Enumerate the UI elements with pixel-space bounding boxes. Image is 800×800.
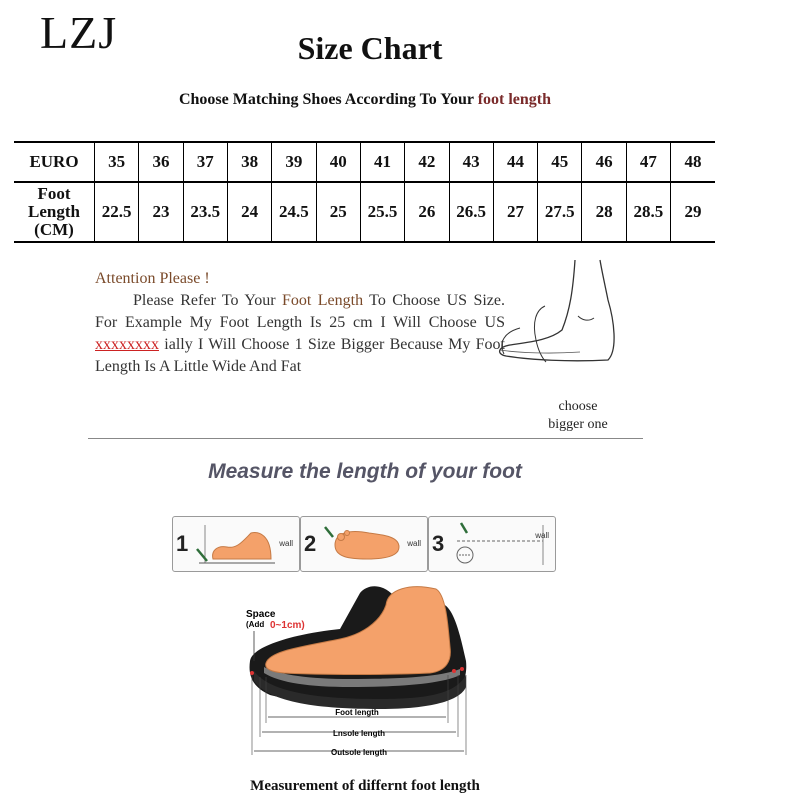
attention-body bbox=[95, 290, 505, 378]
step-number: 1 bbox=[176, 531, 189, 556]
measure-mark-icon bbox=[447, 521, 547, 567]
foot-length-cell: 25 bbox=[316, 182, 360, 242]
foot-length-cell: 27 bbox=[493, 182, 537, 242]
choose-caption-line1: choose bbox=[558, 399, 598, 414]
page-title: Size Chart bbox=[297, 30, 443, 66]
space-add-label: (Add bbox=[246, 620, 265, 629]
euro-size-cell: 42 bbox=[405, 142, 449, 182]
foot-top-icon bbox=[319, 523, 403, 567]
attention-text-1: Please Refer To Your bbox=[133, 292, 283, 309]
foot-measurement-diagram bbox=[240, 575, 480, 765]
section-divider bbox=[88, 438, 643, 439]
attention-text-3: ially I Will Choose 1 Size Bigger Because My Foot Length Is A Little Wide And Fat bbox=[95, 336, 505, 375]
outsole-length-label: Outsole length bbox=[331, 748, 387, 757]
attention-title: Attention Please ! bbox=[95, 270, 210, 287]
step-number: 2 bbox=[304, 531, 317, 556]
foot-length-cell: 28.5 bbox=[626, 182, 670, 242]
attention-text-2: To Choose US Size. For Example My Foot Length Is 25 cm I Will Choose US bbox=[95, 292, 505, 331]
attention-note bbox=[95, 268, 505, 378]
attention-highlight: Foot Length bbox=[282, 292, 364, 309]
row-header-euro: EURO bbox=[14, 142, 95, 182]
euro-size-cell: 48 bbox=[671, 142, 715, 182]
foot-length-cell: 23 bbox=[139, 182, 183, 242]
subtitle-highlight: foot length bbox=[477, 91, 552, 108]
measure-title: Measure the length of your foot bbox=[208, 460, 522, 483]
euro-size-cell: 40 bbox=[316, 142, 360, 182]
table-row-foot-length bbox=[14, 182, 715, 242]
wall-label: wall bbox=[407, 539, 421, 548]
measure-step-1 bbox=[172, 516, 300, 572]
foot-length-cell: 28 bbox=[582, 182, 626, 242]
wall-label: wall bbox=[279, 539, 293, 548]
foot-length-cell: 24.5 bbox=[272, 182, 316, 242]
euro-size-cell: 37 bbox=[183, 142, 227, 182]
subtitle-prefix: Choose Matching Shoes According To Your bbox=[178, 91, 478, 108]
foot-sketch-illustration bbox=[490, 250, 630, 400]
insole-length-label: Lnsole length bbox=[333, 729, 385, 738]
foot-length-cell: 24 bbox=[227, 182, 271, 242]
size-table bbox=[14, 141, 715, 243]
foot-length-label: Foot length bbox=[335, 708, 379, 717]
euro-size-cell: 35 bbox=[95, 142, 139, 182]
foot-length-cell: 25.5 bbox=[360, 182, 404, 242]
bottom-caption: Measurement of differnt foot length bbox=[250, 778, 480, 794]
euro-size-cell: 38 bbox=[227, 142, 271, 182]
euro-size-cell: 41 bbox=[360, 142, 404, 182]
euro-size-cell: 47 bbox=[626, 142, 670, 182]
euro-size-cell: 44 bbox=[493, 142, 537, 182]
step-number: 3 bbox=[432, 531, 445, 556]
foot-length-cell: 26.5 bbox=[449, 182, 493, 242]
row-header-foot-length: Foot Length (CM) bbox=[14, 182, 95, 242]
table-row-euro bbox=[14, 142, 715, 182]
wall-label: wall bbox=[535, 531, 549, 540]
brand-logo: LZJ bbox=[40, 7, 118, 58]
euro-size-cell: 43 bbox=[449, 142, 493, 182]
choose-bigger-caption bbox=[528, 398, 628, 434]
euro-size-cell: 36 bbox=[139, 142, 183, 182]
euro-size-cell: 39 bbox=[272, 142, 316, 182]
attention-redacted: xxxxxxxx bbox=[95, 336, 159, 353]
foot-length-cell: 29 bbox=[671, 182, 715, 242]
measure-step-3 bbox=[428, 516, 556, 572]
foot-length-cell: 23.5 bbox=[183, 182, 227, 242]
foot-length-cell: 27.5 bbox=[538, 182, 582, 242]
foot-side-icon bbox=[191, 523, 275, 567]
foot-length-cell: 22.5 bbox=[95, 182, 139, 242]
euro-size-cell: 46 bbox=[582, 142, 626, 182]
space-range-label: 0~1cm) bbox=[270, 620, 305, 631]
foot-length-cell: 26 bbox=[405, 182, 449, 242]
euro-size-cell: 45 bbox=[538, 142, 582, 182]
choose-caption-line2: bigger one bbox=[548, 417, 608, 432]
space-label: Space bbox=[246, 609, 276, 620]
measure-step-2 bbox=[300, 516, 428, 572]
page-subtitle bbox=[0, 91, 730, 109]
